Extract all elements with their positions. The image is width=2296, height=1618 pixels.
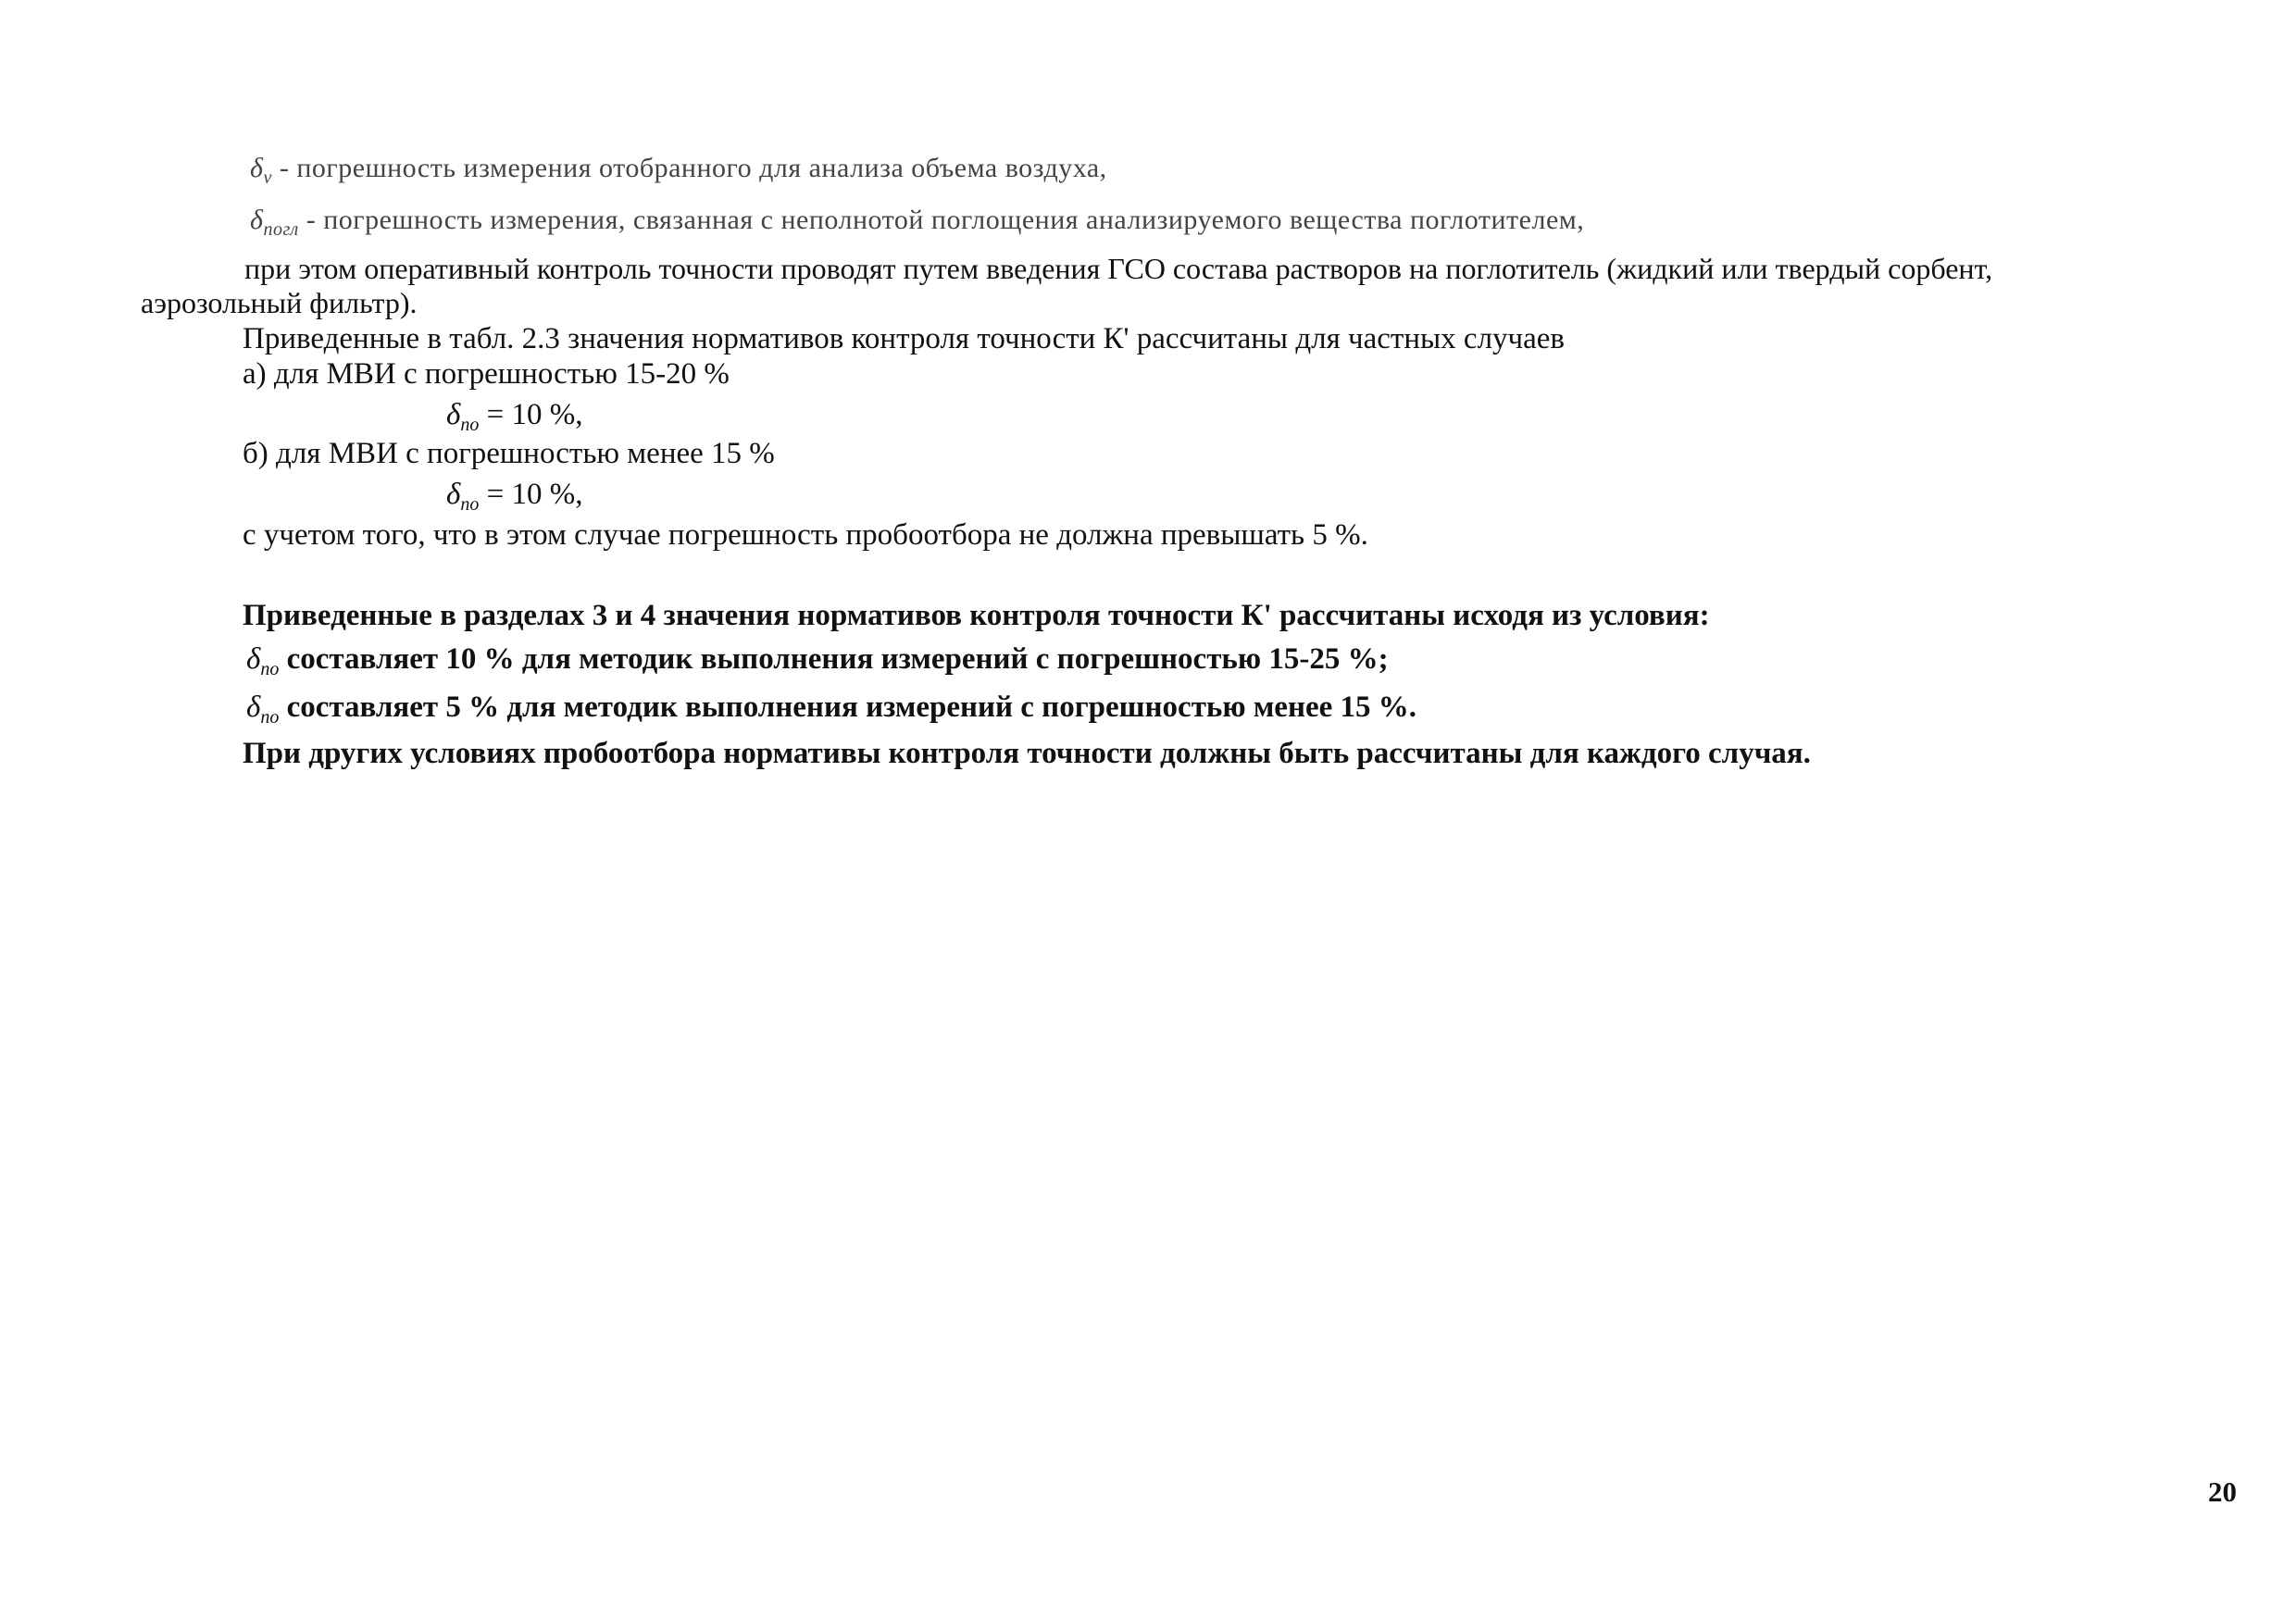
case-b-value: = 10 %, bbox=[479, 478, 583, 511]
delta-pogl-symbol: $\delta_{погл}$ bbox=[250, 205, 299, 240]
sections-reference-text: Приведенные в разделах 3 и 4 значения нормативов контроля точности К' рассчитаны исходя из условия: bbox=[243, 599, 1710, 632]
delta-po-symbol: $\delta_{по}$ bbox=[246, 691, 280, 728]
case-b-note: с учетом того, что в этом случае погрешность пробоотбора не должна превышать 5 %. bbox=[243, 518, 1368, 552]
condition-2-text: $\delta_{по}$ составляет 5 % для методик выполнения измерений с погрешностью менее 15 %. bbox=[246, 691, 1417, 728]
other-conditions-text: При других условиях пробоотбора нормативы контроля точности должны быть рассчитаны для каждого случая. bbox=[243, 737, 1811, 770]
delta-pogl-text: - погрешность измерения, связанная с неполнотой поглощения анализируемого вещества поглотителем, bbox=[298, 205, 1585, 235]
page-number: 20 bbox=[2208, 1475, 2237, 1508]
condition-1-text: $\delta_{по}$ составляет 10 % для методик выполнения измерений с погрешностью 15-25 %; bbox=[246, 642, 1389, 679]
delta-v-text: - погрешность измерения отобранного для анализа объема воздуха, bbox=[271, 153, 1107, 183]
case-a-formula bbox=[446, 396, 582, 433]
delta-v-definition bbox=[250, 150, 1107, 187]
case-a-text: а) для МВИ с погрешностью 15-20 % bbox=[243, 357, 730, 391]
delta-po-symbol: $\delta_{по}$ bbox=[446, 478, 480, 515]
case-a-value: = 10 %, bbox=[479, 398, 583, 431]
delta-pogl-definition bbox=[250, 202, 1584, 239]
case-b-text: б) для МВИ с погрешностью менее 15 % bbox=[243, 437, 775, 470]
delta-v-symbol: $\delta_v$ bbox=[250, 153, 272, 188]
case-b-formula bbox=[446, 476, 582, 513]
delta-po-symbol: $\delta_{по}$ bbox=[446, 398, 480, 435]
delta-po-symbol: $\delta_{по}$ bbox=[246, 642, 280, 679]
control-paragraph-line-2: аэрозольный фильтр). bbox=[141, 286, 418, 319]
control-paragraph-line-1: при этом оперативный контроль точности проводят путем введения ГСО состава растворов на поглотитель (жидкий или твердый сорбент, bbox=[244, 252, 1993, 285]
table-reference-text: Приведенные в табл. 2.3 значения нормативов контроля точности К' рассчитаны для частных случаев bbox=[243, 322, 1566, 355]
